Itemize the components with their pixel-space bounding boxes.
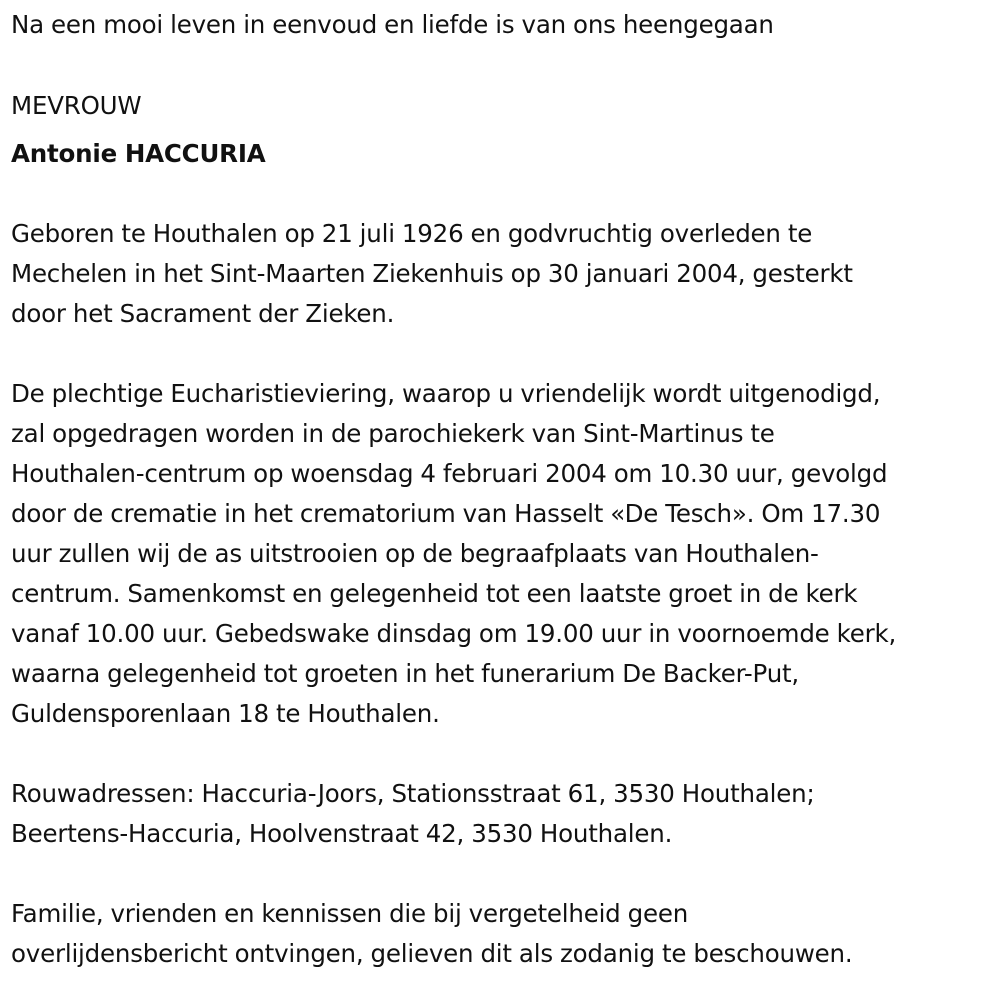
paragraph-line: centrum. Samenkomst en gelegenheid tot een laatste groet in de kerk [11, 579, 858, 608]
deceased-name: Antonie HACCURIA [11, 139, 266, 168]
paragraph-line: vanaf 10.00 uur. Gebedswake dinsdag om 19.00 uur in voornoemde kerk, [11, 619, 897, 648]
paragraph-line: Familie, vrienden en kennissen die bij vergetelheid geen [11, 899, 689, 928]
paragraph-line: uur zullen wij de as uitstrooien op de begraafplaats van Houthalen- [11, 539, 819, 568]
paragraph-line: Rouwadressen: Haccuria-Joors, Stationsstraat 61, 3530 Houthalen; [11, 779, 815, 808]
paragraph-line: Houthalen-centrum op woensdag 4 februari 2004 om 10.30 uur, gevolgd [11, 459, 888, 488]
paragraph-line: Mechelen in het Sint-Maarten Ziekenhuis op 30 januari 2004, gesterkt [11, 259, 853, 288]
paragraph-line: Beertens-Haccuria, Hoolvenstraat 42, 3530 Houthalen. [11, 819, 673, 848]
paragraph-line: Guldensporenlaan 18 te Houthalen. [11, 699, 440, 728]
intro-line: Na een mooi leven in eenvoud en liefde is van ons heengegaan [11, 10, 774, 39]
paragraph-line: door het Sacrament der Zieken. [11, 299, 395, 328]
honorific-title: MEVROUW [11, 91, 142, 120]
paragraph-line: waarna gelegenheid tot groeten in het funerarium De Backer-Put, [11, 659, 800, 688]
paragraph-line: zal opgedragen worden in de parochiekerk van Sint-Martinus te [11, 419, 775, 448]
paragraph-line: door de crematie in het crematorium van Hasselt «De Tesch». Om 17.30 [11, 499, 881, 528]
paragraph-line: overlijdensbericht ontvingen, gelieven dit als zodanig te beschouwen. [11, 939, 853, 968]
paragraph-line: Geboren te Houthalen op 21 juli 1926 en godvruchtig overleden te [11, 219, 813, 248]
paragraph-line: De plechtige Eucharistieviering, waarop u vriendelijk wordt uitgenodigd, [11, 379, 881, 408]
